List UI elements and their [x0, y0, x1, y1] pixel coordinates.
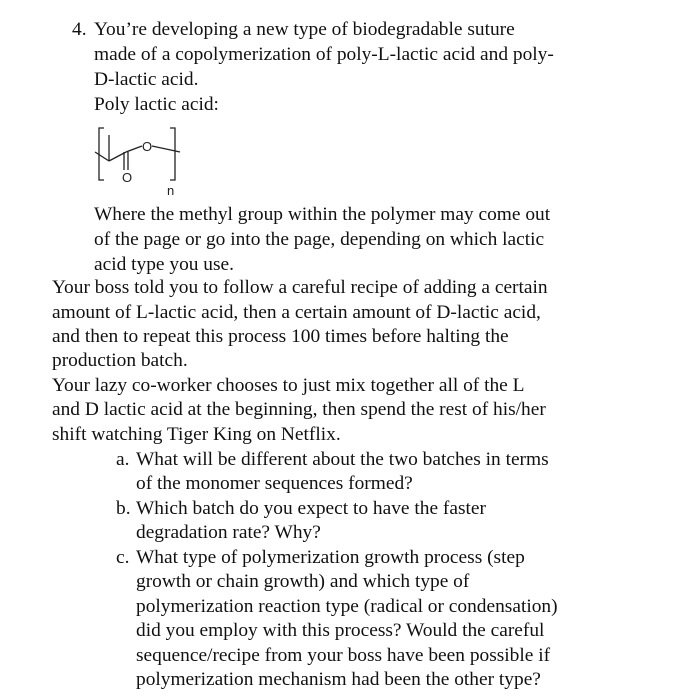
intro-line-2: made of a copolymerization of poly-L-lactic acid and poly-: [94, 44, 554, 65]
bond-left: [95, 152, 109, 161]
methyl-note-line-2: of the page or go into the page, depending on which lactic: [94, 229, 545, 250]
intro-line-3: D-lactic acid.: [94, 69, 199, 90]
intro-line-1: You’re developing a new type of biodegradable suture: [94, 19, 515, 40]
part-c-line-5: sequence/recipe from your boss have been possible if: [136, 645, 551, 666]
part-a-line-2: of the monomer sequences formed?: [136, 473, 413, 494]
right-bracket: [170, 128, 175, 180]
coworker-line-2: and D lactic acid at the beginning, then spend the rest of his/her: [52, 399, 546, 420]
part-b-line-1: Which batch do you expect to have the faster: [136, 498, 486, 519]
methyl-note-line-1: Where the methyl group within the polymer may come out: [94, 204, 551, 225]
poly-lactic-acid-label: Poly lactic acid:: [94, 94, 219, 115]
part-b-label: b.: [116, 498, 131, 519]
part-c-label: c.: [116, 547, 130, 568]
part-c-line-1: What type of polymerization growth process (step: [136, 547, 525, 568]
boss-line-3: and then to repeat this process 100 times before halting the: [52, 326, 509, 347]
question-number: 4.: [72, 19, 87, 40]
boss-line-4: production batch.: [52, 350, 188, 371]
poly-lactic-acid-structure: [92, 112, 188, 198]
carbonyl-oxygen: O: [122, 170, 133, 185]
coworker-line-1: Your lazy co-worker chooses to just mix together all of the L: [52, 375, 525, 396]
left-bracket: [99, 128, 104, 180]
boss-line-2: amount of L-lactic acid, then a certain amount of D-lactic acid,: [52, 302, 541, 323]
repeat-subscript: n: [167, 183, 175, 198]
part-c-line-2: growth or chain growth) and which type of: [136, 571, 470, 592]
bond-c-o: [126, 146, 142, 152]
part-c-line-4: did you employ with this process? Would the careful: [136, 620, 545, 641]
part-c-line-3: polymerization reaction type (radical or condensation): [136, 596, 558, 617]
part-c-line-6: polymerization mechanism had been the other type?: [136, 669, 541, 690]
bond-o-right: [152, 146, 180, 152]
part-a-label: a.: [116, 449, 130, 470]
methyl-note-line-3: acid type you use.: [94, 254, 235, 275]
ester-oxygen: O: [142, 139, 153, 154]
coworker-line-3: shift watching Tiger King on Netflix.: [52, 424, 341, 445]
part-b-line-2: degradation rate? Why?: [136, 522, 321, 543]
part-a-line-1: What will be different about the two batches in terms: [136, 449, 549, 470]
boss-line-1: Your boss told you to follow a careful recipe of adding a certain: [52, 277, 548, 298]
